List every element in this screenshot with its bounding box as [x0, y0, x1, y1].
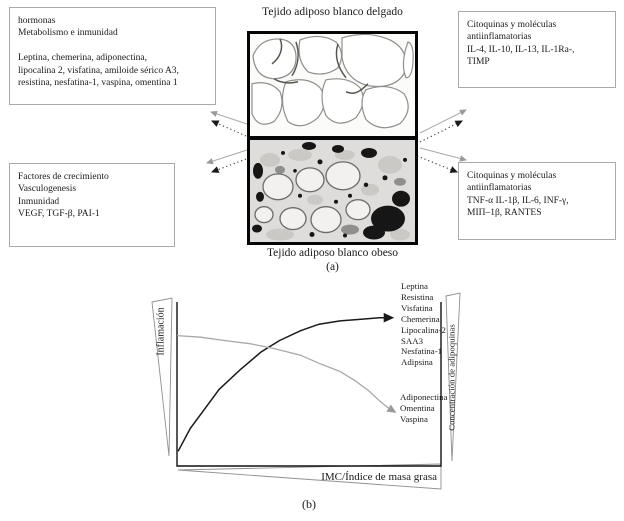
arrow-upper-right-dotted [420, 121, 462, 142]
list-item: SAA3 [401, 335, 423, 346]
list-item: Visfatina [401, 302, 433, 313]
list-item: Citoquinas y moléculas [467, 171, 557, 181]
box-citoquinas-antiinflamatorias [458, 11, 616, 88]
panel-a-label: (a) [326, 261, 339, 273]
curve-adipoquinas-decrecientes [177, 336, 395, 413]
list-item: Adiponectina [400, 392, 448, 402]
y-axis-label-right: Concentración de adipoquinas [446, 324, 457, 431]
lean-tissue-caption: Tejido adiposo blanco delgado [262, 6, 403, 18]
list-item: Citoquinas y moléculas [467, 20, 557, 30]
arrow-lower-right-dotted [417, 156, 457, 172]
list-item: Vasculogenesis [18, 184, 77, 195]
lean-adipose-micrograph [250, 34, 415, 136]
list-item: Metabolismo e inmunidad [18, 28, 118, 39]
adipose-micrograph-frame [247, 31, 418, 245]
arrow-upper-left-solid [211, 112, 247, 124]
list-item: Resistina [401, 291, 434, 302]
obese-adipose-micrograph [250, 140, 415, 243]
arrow-lower-left-solid [207, 150, 247, 163]
box-factores-crecimiento [9, 163, 175, 247]
list-item: Vaspina [400, 413, 428, 424]
box-citoquinas-proinflamatorias [458, 162, 616, 240]
chart-curves [177, 318, 395, 452]
panel-b-label: (b) [302, 497, 316, 511]
list-item: Leptina [401, 281, 428, 291]
list-item [18, 40, 207, 52]
list-item: TIMP [467, 57, 490, 68]
box-hormonas-metabolismo [9, 7, 216, 105]
list-item: Nesfatina-1 [401, 346, 443, 357]
list-item: Chemerina [401, 313, 440, 324]
list-item: TNF-α IL-1β, IL-6, INF-γ, [467, 195, 569, 206]
y-axis-label-left: Inflamación [155, 307, 167, 356]
list-item: Inmunidad [18, 196, 60, 207]
list-item: antiinflamatorias [467, 183, 532, 194]
arrow-upper-left-dotted [212, 121, 246, 136]
falling-adipokines-list [400, 392, 447, 425]
list-item: lipocalina 2, visfatina, amiloide sérico A3, [18, 65, 179, 76]
list-item: Leptina, chemerina, adiponectina, [18, 53, 147, 64]
list-item: hormonas [18, 16, 56, 26]
list-item: antiinflamatorias [467, 32, 532, 43]
rising-adipokines-list [401, 281, 446, 368]
list-item: resistina, nesfatina-1, vaspina, omentina 1 [18, 78, 178, 89]
list-item: Factores de crecimiento [18, 172, 109, 182]
list-item: VEGF, TGF-β, PAI-1 [18, 209, 100, 220]
obese-tissue-caption: Tejido adiposo blanco obeso [266, 247, 399, 259]
list-item: Omentina [400, 402, 435, 413]
x-axis-label: IMC/Índice de masa grasa [321, 471, 437, 483]
arrow-upper-right-solid [420, 110, 466, 133]
arrow-lower-left-dotted [212, 159, 246, 172]
list-item: IL-4, IL-10, IL-13, IL-1Ra-, [467, 44, 575, 55]
arrow-lower-right-solid [420, 148, 466, 160]
list-item: Lipocalina-2 [401, 324, 446, 335]
list-item: MIΠ–1β, RANTES [467, 208, 542, 219]
list-item: Adipsina [401, 357, 433, 368]
